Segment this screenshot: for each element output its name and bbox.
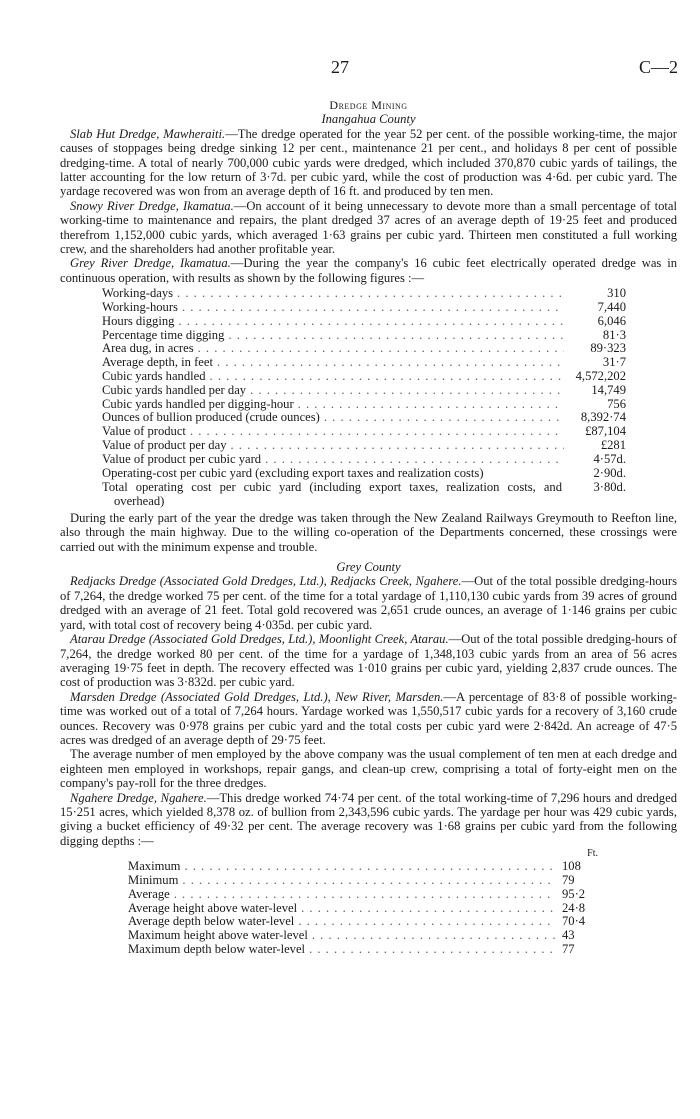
stat-row-total-cost: Total operating cost per cubic yard (including export taxes, realization costs, and overhead) 3·80d. <box>102 480 626 509</box>
stat-row: Value of product per cubic yard . . . 4·57d. <box>102 452 626 466</box>
stat-row: Area dug, in acres . . . 89·323 <box>102 341 626 355</box>
paragraph-snowy-river <box>60 199 677 257</box>
stat-row: Cubic yards handled per digging-hour . . . 756 <box>102 397 626 411</box>
paragraph-ngahere: Ngahere Dredge, Ngahere.—This dredge worked 74·74 per cent. of the total working-time of 7,296 hours and dredged 15·251 acres, which yielded 8,378 oz. of bullion from 2,343,596 cubic yards. The yardage per hour was 429 cubic yards, giving a bucket efficiency of 49·32 per cent. The average recovery was 1·68 grains per cubic yard from the following digging depths :— <box>60 790 677 848</box>
paragraph-redjacks: Redjacks Dredge (Associated Gold Dredges, Ltd.), Redjacks Creek, Ngahere.—Out of the total possible dredging-hours of 7,264, the dredge worked 75 per cent. of the time for a total yardage of 1,110,130 cubic yards from 39 acres of ground dredged with an average of 21 feet. Total gold recovered was 2,651 crude ounces, an average of 1·146 grains per cubic yard, with total cost of recovery being 4·035d. per cubic yard. <box>60 574 677 632</box>
depth-unit-label: Ft. <box>587 848 598 860</box>
stat-row-operating-cost: Operating-cost per cubic yard (excluding export taxes and realization costs) 2·90d. <box>102 465 626 480</box>
paragraph-men-employed: The average number of men employed by the above company was the usual complement of ten men at each dredge and eighteen men employed in workshops, repair gangs, and clean-up crew, comprising a total of forty-eight men on the company's pay-roll for the three dredges. <box>60 747 677 791</box>
paragraph-marsden: Marsden Dredge (Associated Gold Dredges, Ltd.), New River, Marsden.—A percentage of 83·8 of possible working-time was worked out of a total of 7,264 hours. Yardage worked was 1,550,517 cubic yards for a recovery of 3,160 crude ounces. Recovery was 0·978 grains per cubic yard and the total costs per cubic yard were 2·842d. An acreage of 47·5 acres was dredged of an average depth of 29·75 feet. <box>60 689 677 747</box>
lead-atarau: Atarau Dredge (Associated Gold Dredges, Ltd.), Moonlight Creek, Atarau. <box>70 632 449 647</box>
stat-row: Working-days . . . 310 <box>102 286 626 300</box>
lead-ngahere: Ngahere Dredge, Ngahere. <box>70 790 207 805</box>
paragraph-slab-hut <box>60 127 677 199</box>
lead-snowy-river: Snowy River Dredge, Ikamatua. <box>70 198 234 213</box>
depth-row: Maximum . . . 108 <box>128 859 598 873</box>
stat-row: Cubic yards handled per day . . . 14,749 <box>102 383 626 397</box>
lead-redjacks: Redjacks Dredge (Associated Gold Dredges, Ltd.), Redjacks Creek, Ngahere. <box>70 574 462 589</box>
stat-row: Hours digging . . . 6,046 <box>102 314 626 328</box>
stat-row: Working-hours . . . 7,440 <box>102 300 626 314</box>
page-body <box>60 98 677 956</box>
paragraph-grey-river <box>60 256 677 285</box>
document-code: C—2 <box>638 57 678 77</box>
depth-row: Average . . . 95·2 <box>128 887 598 901</box>
paragraph-atarau: Atarau Dredge (Associated Gold Dredges, Ltd.), Moonlight Creek, Atarau.—Out of the total possible dredging-hours of 7,264, the dredge worked 80 per cent. of the time for a yardage of 1,348,103 cubic yards from an area of 56 acres averaging 19·75 feet in depth. The recovery effected was 1·010 grains per cubic yard, yielding 2,837 crude ounces. The cost of production was 3·832d. per cubic yard. <box>60 632 677 690</box>
stat-row: Value of product . . . £87,104 <box>102 424 626 438</box>
county-heading-inangahua: Inangahua County <box>321 112 416 127</box>
ngahere-depths-table <box>128 848 598 956</box>
county-heading-grey: Grey County <box>336 560 401 575</box>
paragraph-grey-river-closing: During the early part of the year the dredge was taken through the New Zealand Railways Greymouth to Reefton line, also through the main highway. Due to the willing co-operation of the Departments concerned, these crossings were carried out with the minimum expense and trouble. <box>60 510 677 554</box>
stat-row: Value of product per day . . . £281 <box>102 438 626 452</box>
lead-marsden: Marsden Dredge (Associated Gold Dredges, Ltd.), New River, Marsden. <box>70 689 444 704</box>
section-title: Dredge Mining <box>329 98 408 112</box>
lead-slab-hut: Slab Hut Dredge, Mawheraiti. <box>70 126 226 141</box>
lead-grey-river: Grey River Dredge, Ikamatua. <box>70 256 231 271</box>
text-slab-hut: —The dredge operated for the year 52 per cent. of the possible working-time, the major causes of stoppages being dredge sinking 12 per cent., maintenance 21 per cent., and holidays 8 per cent of possible dredging-time. A total of nearly 700,000 cubic yards were dredged, which included 370,870 cubic yards of tailings, the latter accounting for the low return of 3·7d. per cubic yard, while the cost of production was 4·6d. per cubic yard. The yardage recovered was won from an average depth of 16 ft. and produced by ten men. <box>60 126 678 199</box>
stat-row: Ounces of bullion produced (crude ounces) . . . 8,392·74 <box>102 410 626 424</box>
grey-river-stats-table <box>102 286 626 509</box>
page-number: 27 <box>331 57 349 77</box>
depth-row: Maximum height above water-level . . . 43 <box>128 928 598 942</box>
stat-row: Percentage time digging . . . 81·3 <box>102 328 626 342</box>
depth-row: Average depth below water-level . . . 70·4 <box>128 914 598 928</box>
depth-row: Average height above water-level . . . 24·8 <box>128 901 598 915</box>
depth-row: Maximum depth below water-level . . . 77 <box>128 942 598 956</box>
text-snowy-river: —On account of it being unnecessary to devote more than a small percentage of total working-time to maintenance and repairs, the plant dredged 37 acres of an average depth of 19·25 feet and produced therefrom 1,152,000 cubic yards, which averaged 1·63 grains per cubic yard. Thirteen men constituted a full working crew, and the shareholders had another profitable year. <box>60 198 678 257</box>
stat-row: Average depth, in feet . . . 31·7 <box>102 355 626 369</box>
text-grey-river: —During the year the company's 16 cubic feet electrically operated dredge was in continuous operation, with results as shown by the following figures :— <box>60 256 678 285</box>
stat-row: Cubic yards handled . . . 4,572,202 <box>102 369 626 383</box>
depth-row: Minimum . . . 79 <box>128 873 598 887</box>
